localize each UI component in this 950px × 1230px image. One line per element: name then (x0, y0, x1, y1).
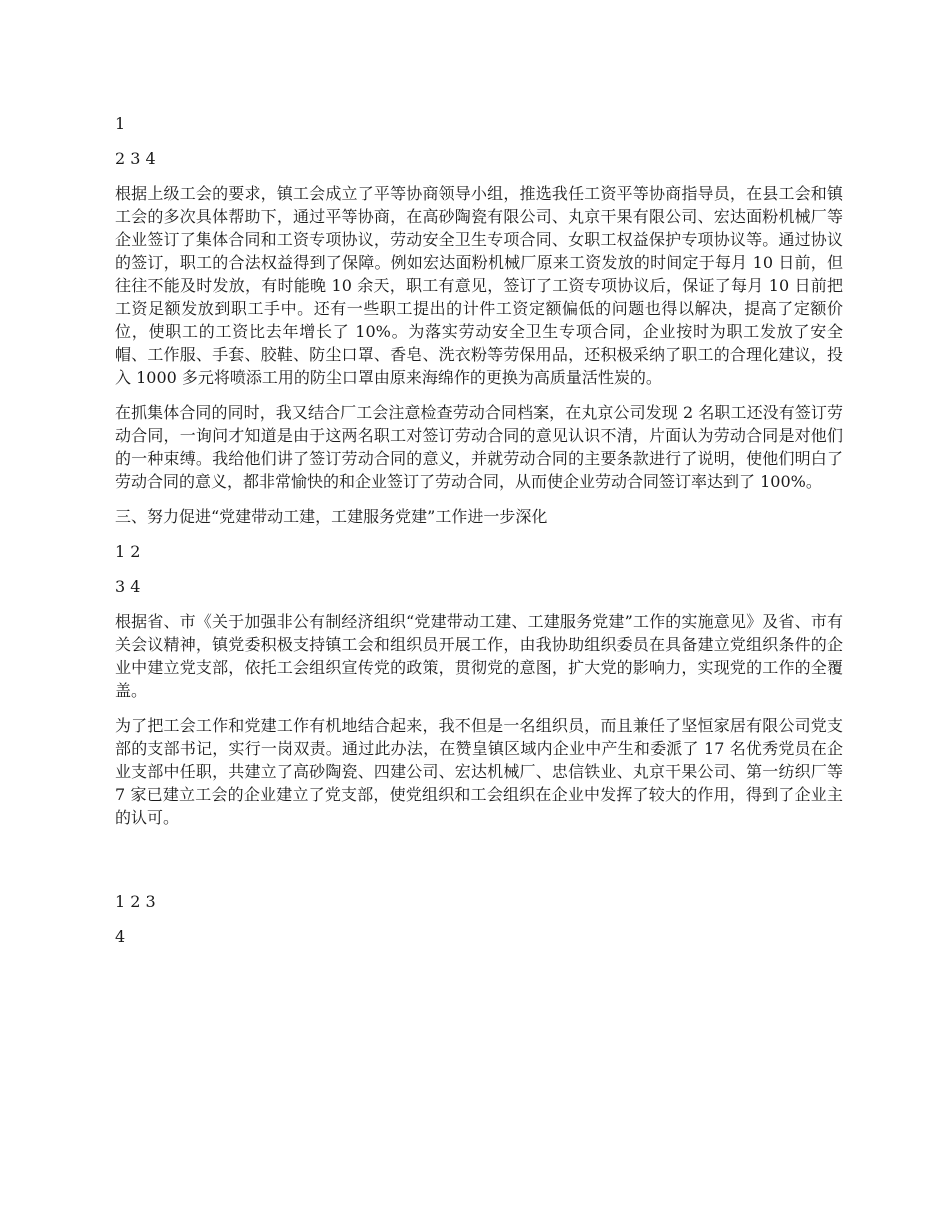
spacer (115, 702, 843, 714)
spacer (115, 563, 843, 575)
spacer (115, 598, 843, 610)
spacer (115, 913, 843, 925)
spacer (115, 135, 843, 147)
body-paragraph: 为了把工会工作和党建工作有机地结合起来，我不但是一名组织员，而且兼任了坚恒家居有限公司党支部的支部书记，实行一岗双责。通过此办法，在赞皇镇区域内企业中产生和委派了 17 名优秀党员在企业支部中任职，共建立了高砂陶瓷、四建公司、宏达机械厂、忠信铁业、丸京干果公司、第一纺织厂等 7 家已建立工会的企业建立了党支部，使党组织和工会组织在企业中发挥了较大的作用，得到了企业主的认可。 (115, 716, 843, 827)
body-paragraph: 在抓集体合同的同时，我又结合厂工会注意检查劳动合同档案，在丸京公司发现 2 名职工还没有签订劳动合同，一询问才知道是由于这两名职工对签订劳动合同的意见认识不清，片面认为劳动合同是对他们的一种束缚。我给他们讲了签订劳动合同的意义，并就劳动合同的主要条款进行了说明，使他们明白了劳动合同的意义，都非常愉快的和企业签订了劳动合同，从而使企业劳动合同签订率达到了 100%。 (115, 403, 843, 491)
page-marker: 3 4 (115, 577, 141, 596)
spacer (115, 829, 843, 890)
page-marker: 1 (115, 114, 126, 133)
body-paragraph: 根据上级工会的要求，镇工会成立了平等协商领导小组，推选我任工资平等协商指导员，在县工会和镇工会的多次具体帮助下，通过平等协商，在高砂陶瓷有限公司、丸京干果有限公司、宏达面粉机械厂等企业签订了集体合同和工资专项协议，劳动安全卫生专项合同、女职工权益保护专项协议等。通过协议的签订，职工的合法权益得到了保障。例如宏达面粉机械厂原来工资发放的时间定于每月 10 日前，但往往不能及时发放，有时能晚 10 余天，职工有意见，签订了工资专项协议后，保证了每月 10 日前把工资足额发放到职工手中。还有一些职工提出的计件工资定额偏低的问题也得以解决，提高了定额价位，使职工的工资比去年增长了 10%。为落实劳动安全卫生专项合同，企业按时为职工发放了安全帽、工作服、手套、胶鞋、防尘口罩、香皂、洗衣粉等劳保用品，还积极采纳了职工的合理化建议，投入 1000 多元将喷添工用的防尘口罩由原来海绵作的更换为高质量活性炭的。 (115, 184, 843, 387)
spacer (115, 528, 843, 540)
document-page (115, 112, 843, 948)
page-marker: 4 (115, 927, 126, 946)
spacer (115, 170, 843, 182)
page-marker: 1 2 3 (115, 892, 156, 911)
spacer (115, 389, 843, 401)
section-heading: 三、努力促进“党建带动工建，工建服务党建”工作进一步深化 (115, 507, 548, 526)
body-paragraph: 根据省、市《关于加强非公有制经济组织“党建带动工建、工建服务党建”工作的实施意见》及省、市有关会议精神，镇党委积极支持镇工会和组织员开展工作，由我协助组织委员在具备建立党组织条件的企业中建立党支部，依托工会组织宣传党的政策，贯彻党的意图，扩大党的影响力，实现党的工作的全覆盖。 (115, 612, 843, 700)
page-marker: 1 2 (115, 542, 141, 561)
spacer (115, 493, 843, 505)
page-marker: 2 3 4 (115, 149, 156, 168)
